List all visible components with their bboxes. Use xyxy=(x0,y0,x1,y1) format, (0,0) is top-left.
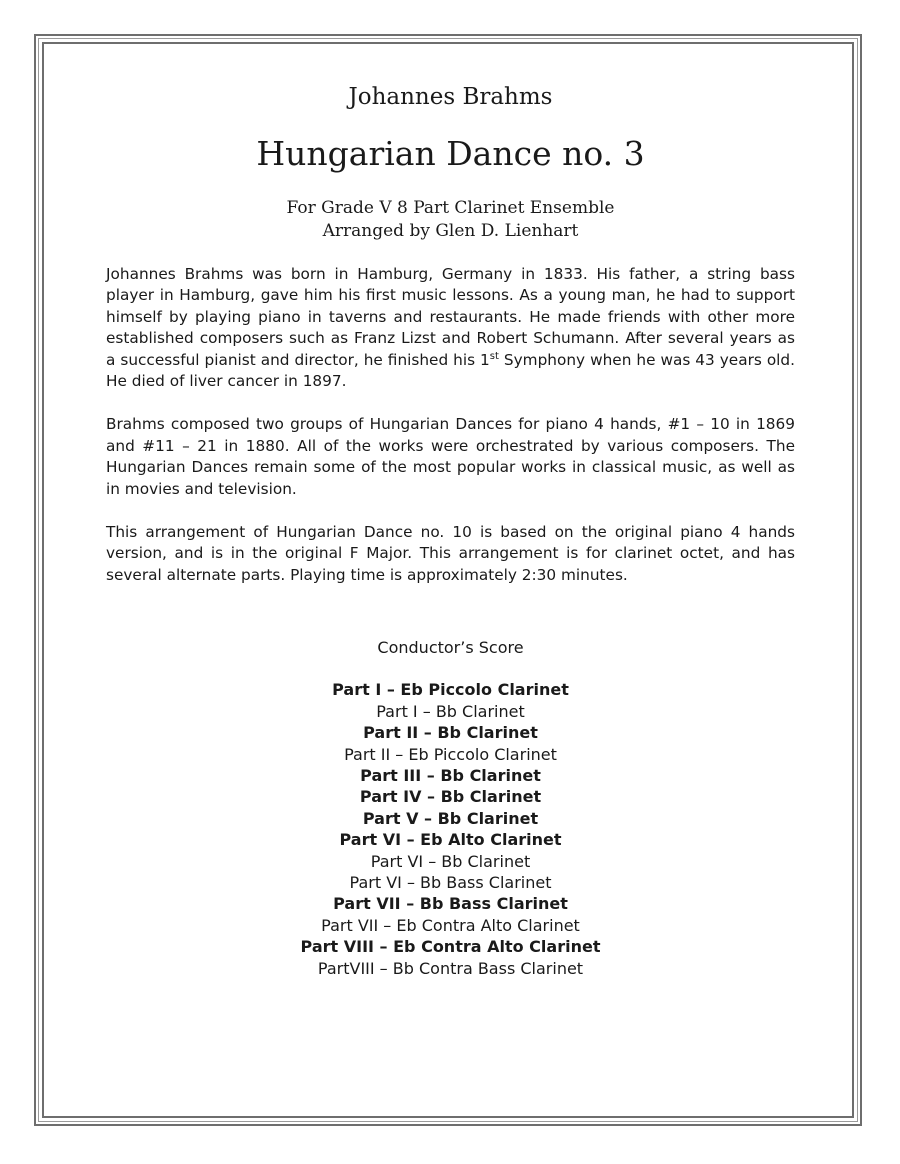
piece-title: Hungarian Dance no. 3 xyxy=(256,134,645,173)
part-list-item: Part I – Eb Piccolo Clarinet xyxy=(332,680,569,700)
part-list-item: PartVIII – Bb Contra Bass Clarinet xyxy=(317,958,584,978)
part-list-item: Part VIII – Eb Contra Alto Clarinet xyxy=(300,937,601,957)
part-list-item: Part III – Bb Clarinet xyxy=(360,765,541,785)
subtitle-block xyxy=(106,197,795,243)
part-list-item: Part VII – Bb Bass Clarinet xyxy=(333,894,568,914)
dances-history-paragraph: Brahms composed two groups of Hungarian Dances for piano 4 hands, #1 – 10 in 1869 and #11 – 21 in 1880. All of the works were orchestrated by various composers. The Hungarian Dances remain some of the most popular works in classical music, as well as in movies and television. xyxy=(106,415,795,498)
biography-paragraph xyxy=(106,264,795,392)
part-list-item: Part II – Bb Clarinet xyxy=(363,723,538,743)
part-list-item: Part II – Eb Piccolo Clarinet xyxy=(344,744,557,764)
part-list-item: Part VI – Eb Alto Clarinet xyxy=(339,830,562,850)
biography-text-start: Johannes Brahms was born in Hamburg, Germany in 1833. His father, a string bass player in Hamburg, gave him his first music lessons. As a young man, he had to support himself by playing piano in taverns and restaurants. He made friends with other more established composers such as Franz Lizst and Robert Schumann. After several years as a successful pianist and director, he finished his 1 xyxy=(106,265,795,369)
part-list-item: Part VI – Bb Bass Clarinet xyxy=(349,872,552,892)
part-list-item: Part V – Bb Clarinet xyxy=(362,808,539,828)
arranger-line: Arranged by Glen D. Lienhart xyxy=(322,221,579,241)
composer-name: Johannes Brahms xyxy=(348,84,553,110)
biography-text-end: Symphony when he was 43 years old. He died of liver cancer in 1897. xyxy=(106,350,796,391)
part-list-item: Part VII – Eb Contra Alto Clarinet xyxy=(321,915,580,935)
conductors-score-heading: Conductor’s Score xyxy=(377,638,524,658)
ensemble-line: For Grade V 8 Part Clarinet Ensemble xyxy=(286,198,615,218)
part-list-item: Part I – Bb Clarinet xyxy=(376,701,525,721)
score-cover-content xyxy=(106,80,795,979)
parts-list xyxy=(106,679,795,979)
part-list-item: Part IV – Bb Clarinet xyxy=(359,787,542,807)
arrangement-notes-paragraph: This arrangement of Hungarian Dance no. 10 is based on the original piano 4 hands version, and is in the original F Major. This arrangement is for clarinet octet, and has several alternate parts. Playing time is approximately 2:30 minutes. xyxy=(106,523,795,584)
ordinal-superscript: st xyxy=(489,350,499,362)
part-list-item: Part VI – Bb Clarinet xyxy=(370,851,531,871)
